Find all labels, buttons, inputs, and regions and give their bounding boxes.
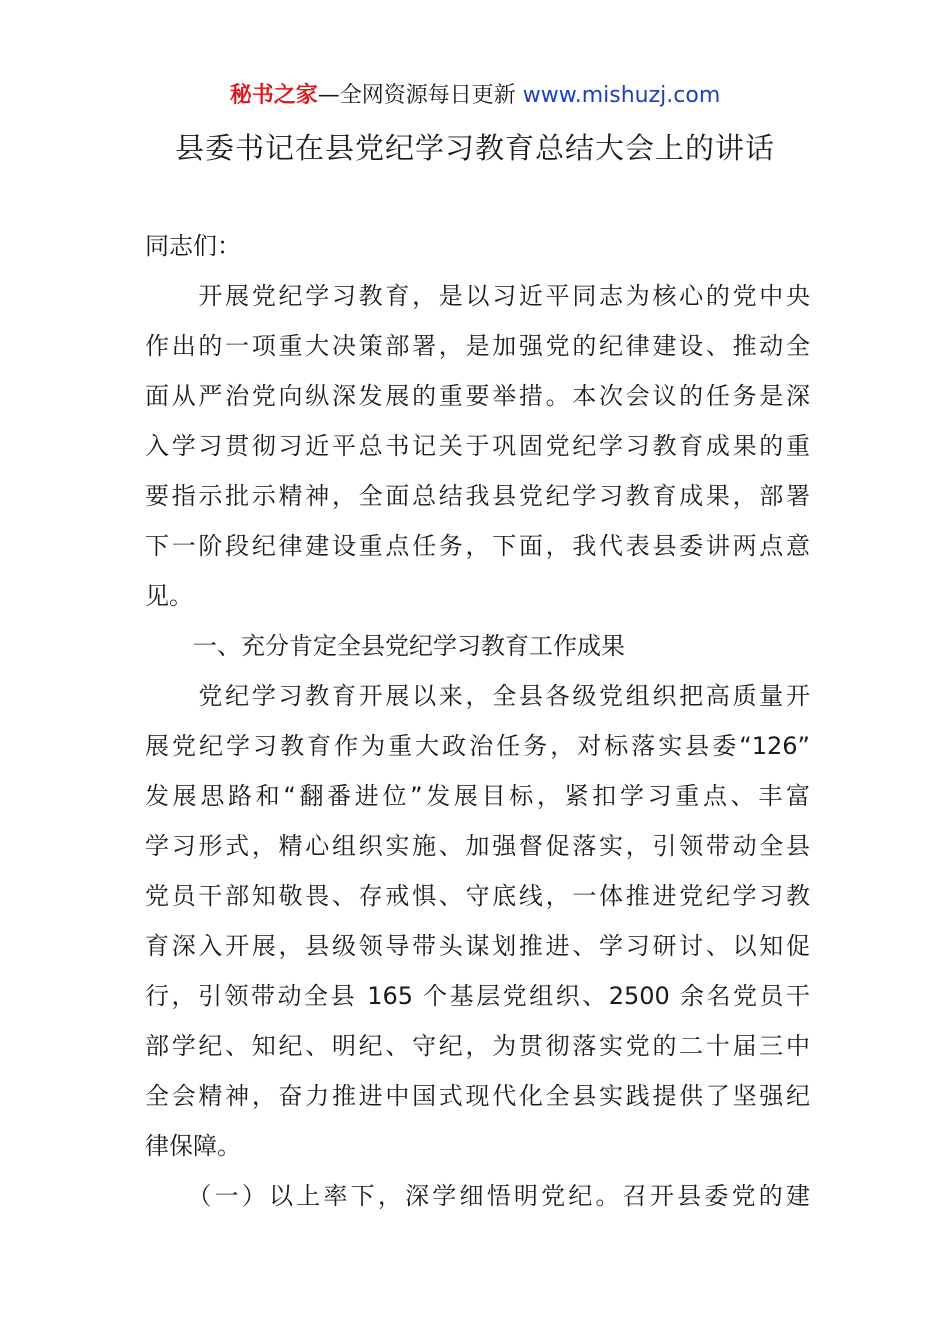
text-line: 党员干部知敬畏、存戒惧、守底线，一体推进党纪学习教 bbox=[145, 882, 810, 910]
text-line: 入学习贯彻习近平总书记关于巩固党纪学习教育成果的重 bbox=[145, 432, 810, 460]
text-line: （一）以上率下，深学细悟明党纪。召开县委党的建 bbox=[145, 1182, 810, 1210]
text-line: 作出的一项重大决策部署，是加强党的纪律建设、推动全 bbox=[145, 332, 810, 360]
document-title: 县委书记在县党纪学习教育总结大会上的讲话 bbox=[174, 131, 775, 165]
text-line: 开展党纪学习教育，是以习近平同志为核心的党中央 bbox=[145, 282, 810, 310]
text-line: 要指示批示精神，全面总结我县党纪学习教育成果，部署 bbox=[145, 482, 810, 510]
banner-site-url: www.mishuzj.com bbox=[522, 83, 721, 108]
text-line: 部学纪、知纪、明纪、守纪，为贯彻落实党的二十届三中 bbox=[145, 1032, 810, 1060]
text-line: 行，引领带动全县 165 个基层党组织、2500 余名党员干 bbox=[145, 982, 810, 1010]
text-line: 下一阶段纪律建设重点任务，下面，我代表县委讲两点意 bbox=[145, 532, 810, 560]
text-line: 同志们： bbox=[145, 232, 241, 260]
text-line: 学习形式，精心组织实施、加强督促落实，引领带动全县 bbox=[145, 832, 810, 860]
text-line: 育深入开展，县级领导带头谋划推进、学习研讨、以知促 bbox=[145, 932, 810, 960]
site-banner bbox=[0, 80, 950, 112]
text-line: 见。 bbox=[145, 582, 193, 610]
text-line: 全会精神，奋力推进中国式现代化全县实践提供了坚强纪 bbox=[145, 1082, 810, 1110]
text-line: 发展思路和“翻番进位”发展目标，紧扣学习重点、丰富 bbox=[145, 782, 810, 810]
text-line: 展党纪学习教育作为重大政治任务，对标落实县委“126” bbox=[145, 732, 810, 760]
banner-brand: 秘书之家 bbox=[229, 83, 318, 108]
text-line: 律保障。 bbox=[145, 1132, 241, 1160]
document-body bbox=[145, 221, 810, 1221]
text-line: 一、充分肯定全县党纪学习教育工作成果 bbox=[145, 632, 625, 660]
text-line: 面从严治党向纵深发展的重要举措。本次会议的任务是深 bbox=[145, 382, 810, 410]
banner-tagline: —全网资源每日更新 bbox=[317, 83, 523, 108]
text-line: 党纪学习教育开展以来，全县各级党组织把高质量开 bbox=[145, 682, 810, 710]
